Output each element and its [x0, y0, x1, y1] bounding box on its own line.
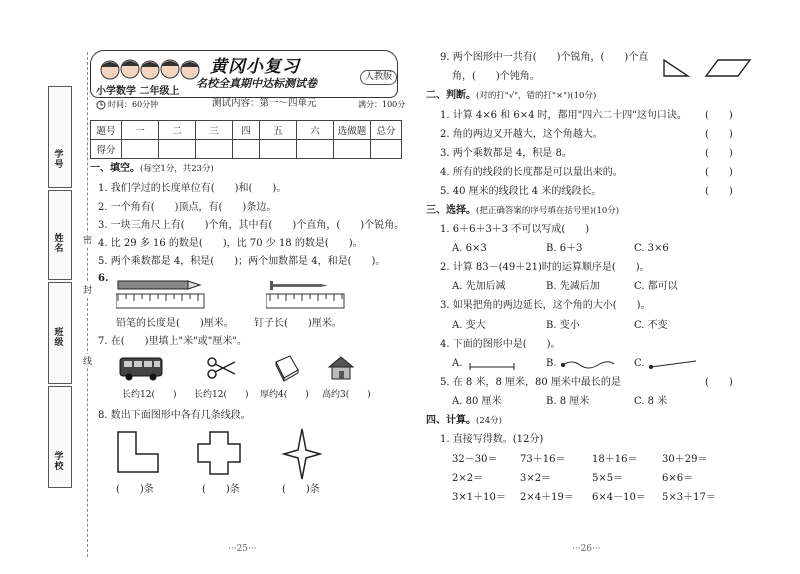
score-input-cell[interactable] [196, 140, 233, 159]
score-cell: 二 [159, 121, 196, 140]
score-cell: 得分 [91, 140, 122, 159]
fill-q1: 1. 我们学过的长度单位有( )和( )。 [98, 183, 287, 194]
q7-item-bus: 长约12( ) [122, 390, 177, 400]
l-shape-figure [116, 430, 160, 474]
judge-answer-2[interactable]: ( ) [705, 129, 733, 140]
subject-label: 小学数学 二年级上 [96, 86, 180, 97]
judge-answer-5[interactable]: ( ) [705, 186, 733, 197]
choice-q4-c: C. [634, 358, 645, 369]
calc-item: 73＋16＝ [520, 454, 566, 465]
series-title: 黄冈小复习 [210, 57, 300, 77]
house-icon [326, 354, 356, 382]
judge-answer-4[interactable]: ( ) [705, 167, 733, 178]
section1-header [90, 163, 214, 175]
section3-note: (把正确答案的序号填在括号里)(10分) [476, 206, 620, 216]
pencil-ruler-figure [116, 280, 206, 312]
judge-q3: 3. 两个乘数都是 4，积是 8。 [440, 148, 572, 159]
fullmark-label: 满分：100分 [358, 100, 406, 109]
choice-q1-b: B. 6＋3 [546, 243, 583, 254]
calc-item: 3×2＝ [520, 473, 552, 484]
fill-q4: 4. 比 29 多 16 的数是( )，比 70 少 18 的数是( )。 [98, 238, 363, 249]
score-cell: 四 [233, 121, 260, 140]
section2-heading: 二、判断。 [426, 90, 476, 101]
section2-note: (对的打"√"，错的打"×")(10分) [476, 91, 597, 101]
label-xingming: 姓名 [54, 234, 64, 255]
label-xuehao: 学号 [54, 150, 64, 171]
fill-q9-line2: 角，( )个钝角。 [452, 71, 540, 82]
section1-heading: 一、填空。 [90, 163, 140, 174]
score-cell: 五 [260, 121, 297, 140]
score-cell: 题号 [91, 121, 122, 140]
choice-q3: 3. 如果把角的两边延长，这个角的大小( )。 [440, 300, 651, 311]
cut-label-mi: 密 [81, 233, 94, 246]
calc-item: 5×3＋17＝ [662, 492, 716, 503]
section4-heading: 四、计算。 [426, 415, 476, 426]
calc-item: 2×4＋19＝ [520, 492, 574, 503]
judge-answer-1[interactable]: ( ) [705, 110, 733, 121]
curve-figure-b [560, 356, 616, 372]
cut-line [87, 52, 88, 557]
q8-answer-1: ( )条 [116, 484, 154, 495]
calc-item: 2×2＝ [452, 473, 484, 484]
choice-q3-c: C. 不变 [634, 320, 668, 331]
fill-q5: 5. 两个乘数都是 4，积是( )；两个加数都是 4，和是( )。 [98, 256, 386, 267]
calc-item: 6×4－10＝ [592, 492, 646, 503]
fill-q8: 8. 数出下面图形中各有几条线段。 [98, 410, 251, 421]
score-cell: 三 [196, 121, 233, 140]
page-number-right: ···26··· [572, 544, 601, 554]
score-input-cell[interactable] [233, 140, 260, 159]
section3-header [426, 205, 619, 217]
score-input-cell[interactable] [122, 140, 159, 159]
q8-answer-2: ( )条 [202, 484, 240, 495]
q7-item-scissors: 长约12( ) [194, 390, 249, 400]
section2-header [426, 90, 596, 102]
fill-q3: 3. 一块三角尺上有( )个角，其中有( )个直角，( )个锐角。 [98, 220, 405, 231]
calc-item: 3×1＋10＝ [452, 492, 506, 503]
choice-q1-a: A. 6×3 [452, 243, 487, 254]
pencil-length: 铅笔的长度是( )厘米。 [116, 318, 234, 329]
choice-q5-a: A. 80 厘米 [452, 396, 502, 407]
cross-shape-figure [196, 430, 242, 476]
choice-q4: 4. 下面的图形中是( )。 [440, 339, 561, 350]
calc-item: 30＋29＝ [662, 454, 708, 465]
choice-q3-a: A. 变大 [452, 320, 486, 331]
book-icon [272, 354, 302, 382]
choice-q5-c: C. 8 米 [634, 396, 668, 407]
choice-q2-c: C. 都可以 [634, 281, 678, 292]
score-input-cell[interactable] [297, 140, 334, 159]
section1-note: (每空1分，共23分) [140, 164, 214, 174]
judge-q4: 4. 所有的线段的长度都是可以量出来的。 [440, 167, 623, 178]
score-row-header [91, 121, 402, 140]
edition-badge: 人教版 [360, 70, 397, 85]
label-xuexiao: 学校 [54, 452, 64, 473]
score-table [90, 120, 402, 159]
page-number-left: ···25··· [228, 544, 257, 554]
score-cell: 总分 [371, 121, 402, 140]
nail-length: 钉子长( )厘米。 [254, 318, 342, 329]
choice-q5: 5. 在 8 米，8 厘米，80 厘米中最长的是 [440, 377, 621, 388]
judge-q1: 1. 计算 4×6 和 6×4 时，都用"四六二十四"这句口诀。 [440, 110, 687, 121]
score-input-cell[interactable] [260, 140, 297, 159]
choice-q1: 1. 6＋6＋3＋3 不可以写成( ) [440, 224, 590, 235]
kids-illustration [98, 55, 203, 85]
choice-q3-b: B. 变小 [546, 320, 580, 331]
section3-heading: 三、选择。 [426, 205, 476, 216]
fill-q6: 6. [98, 273, 109, 284]
choice-q4-a: A. [452, 358, 463, 369]
score-input-cell[interactable] [159, 140, 196, 159]
exam-title: 名校全真期中达标测试卷 [196, 77, 317, 90]
clock-icon [96, 100, 106, 110]
calc-item: 6×6＝ [662, 473, 694, 484]
q9-shapes-figure [662, 56, 754, 80]
score-cell: 选做题 [334, 121, 371, 140]
scissors-icon [205, 356, 237, 380]
section4-header [426, 415, 502, 427]
calc-item: 5×5＝ [592, 473, 624, 484]
choice-q2: 2. 计算 83－(49＋21)时的运算顺序是( )。 [440, 262, 650, 273]
q8-answer-3: ( )条 [282, 484, 320, 495]
fill-q9-line1: 9. 两个图形中一共有( )个锐角，( )个直 [440, 52, 649, 63]
choice-q2-b: B. 先减后加 [546, 281, 600, 292]
choice-q5-answer[interactable]: ( ) [705, 377, 733, 388]
q7-item-book: 厚约4( ) [260, 390, 309, 400]
score-input-cell[interactable] [371, 140, 402, 159]
calc-item: 32－30＝ [452, 454, 498, 465]
binding-box-xuehao [48, 86, 72, 188]
choice-q1-c: C. 3×6 [634, 243, 669, 254]
choice-q5-b: B. 8 厘米 [546, 396, 590, 407]
choice-q4-b: B. [546, 358, 557, 369]
judge-q2: 2. 角的两边叉开越大，这个角越大。 [440, 129, 603, 140]
score-input-cell[interactable] [334, 140, 371, 159]
score-cell: 六 [297, 121, 334, 140]
segment-figure-a [468, 358, 518, 372]
binding-box-xuexiao [48, 386, 72, 488]
nail-ruler-figure [266, 280, 346, 312]
calc-item: 18＋16＝ [592, 454, 638, 465]
score-row-values [91, 140, 402, 159]
label-banji: 班级 [54, 328, 64, 349]
time-label: 时间：60分钟 [108, 100, 159, 109]
ray-figure-c [648, 356, 698, 372]
cut-label-feng: 封 [81, 283, 94, 296]
judge-q5: 5. 40 厘米的线段比 4 米的线段长。 [440, 186, 602, 197]
fill-q7: 7. 在( )里填上"米"或"厘米"。 [98, 336, 247, 347]
star-shape-figure [282, 428, 322, 480]
cut-label-xian: 线 [81, 354, 94, 367]
fill-q2: 2. 一个角有( )顶点，有( )条边。 [98, 202, 277, 213]
bus-icon [118, 354, 164, 382]
calc-subheading: 1. 直接写得数。(12分) [440, 434, 544, 445]
content-label: 测试内容：第一～四单元 [212, 98, 317, 109]
q7-item-house: 高约3( ) [322, 390, 371, 400]
judge-answer-3[interactable]: ( ) [705, 148, 733, 159]
section4-note: (24分) [476, 416, 502, 426]
score-cell: 一 [122, 121, 159, 140]
choice-q2-a: A. 先加后减 [452, 281, 506, 292]
